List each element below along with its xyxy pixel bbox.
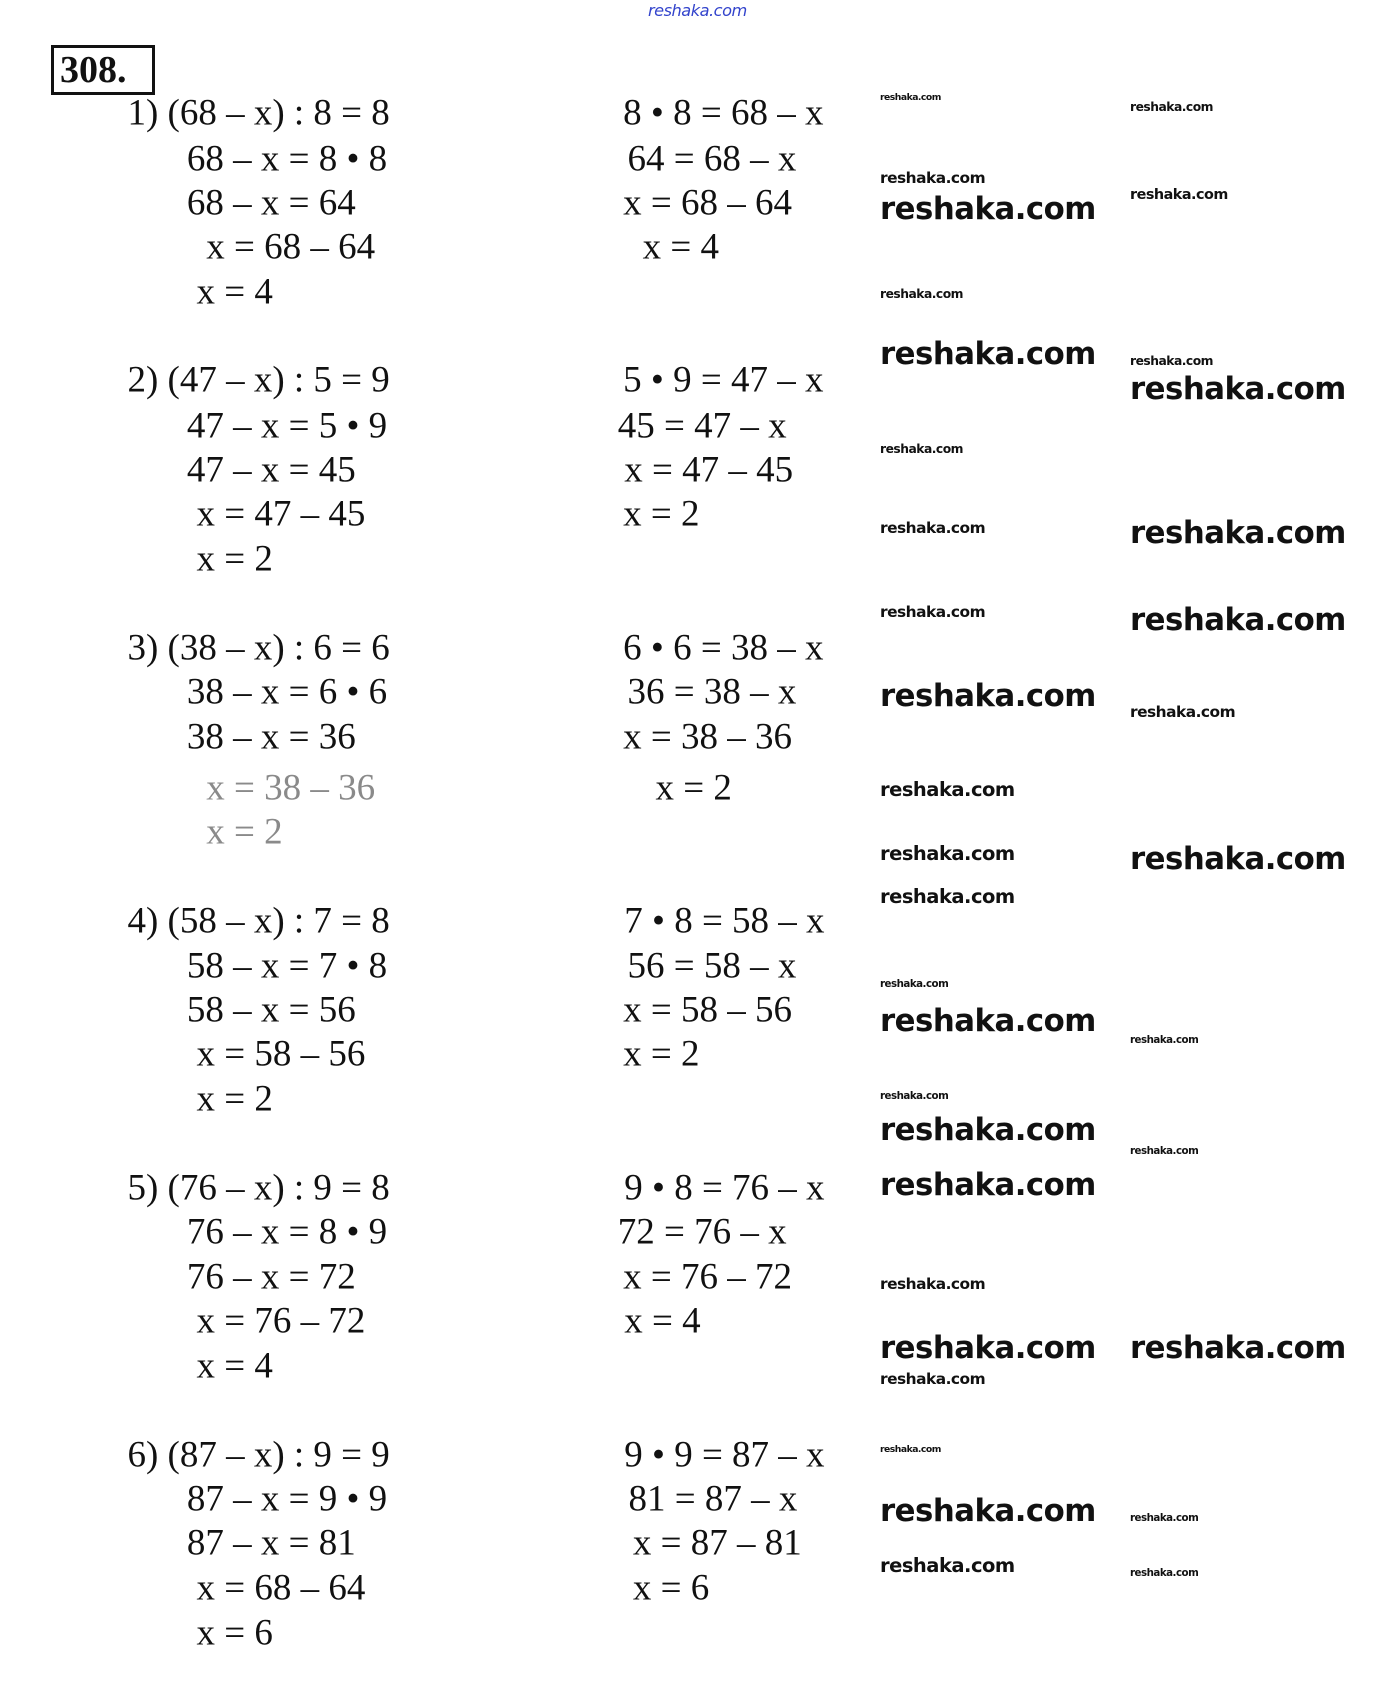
watermark: reshaka.com — [880, 1444, 941, 1456]
equation-right-line: x = 76 – 72 — [623, 1256, 793, 1298]
equation-right-line: x = 38 – 36 — [623, 716, 793, 758]
watermark: reshaka.com — [880, 191, 1096, 228]
watermark: reshaka.com — [1130, 187, 1228, 204]
watermark: reshaka.com — [880, 677, 1096, 714]
equation-right-line: x = 2 — [623, 493, 700, 535]
equation-right-line: 6 • 6 = 38 – x — [623, 627, 824, 669]
equation-left-line: x = 47 – 45 — [196, 493, 366, 535]
equation-left-line: x = 68 – 64 — [206, 226, 376, 268]
equation-right-line: x = 87 – 81 — [632, 1522, 802, 1564]
equation-right-line: x = 2 — [623, 1033, 700, 1075]
equation-left-line: 47 – x = 5 • 9 — [186, 405, 388, 447]
equation-right-line: x = 6 — [632, 1567, 710, 1609]
equation-left-line: 5) (76 – x) : 9 = 8 — [127, 1167, 390, 1209]
equation-left-line: 58 – x = 7 • 8 — [186, 945, 388, 987]
watermark: reshaka.com — [1130, 353, 1213, 368]
equation-left-line: x = 4 — [196, 271, 273, 313]
watermark: reshaka.com — [1130, 840, 1346, 877]
watermark: reshaka.com — [880, 602, 986, 621]
equation-right-line: 9 • 8 = 76 – x — [624, 1167, 825, 1209]
equation-left-line: 87 – x = 9 • 9 — [186, 1478, 388, 1520]
watermark: reshaka.com — [880, 91, 941, 103]
equation-left-line: 4) (58 – x) : 7 = 8 — [127, 900, 390, 942]
equation-right-line: x = 4 — [624, 1300, 701, 1342]
watermark: reshaka.com — [1130, 99, 1213, 114]
equation-left-line: x = 58 – 56 — [196, 1033, 366, 1075]
equation-left-line: x = 2 — [206, 811, 283, 853]
equation-right-line: x = 68 – 64 — [623, 182, 793, 224]
watermark: reshaka.com — [880, 519, 986, 538]
watermark: reshaka.com — [1130, 1566, 1199, 1579]
watermark: reshaka.com — [1130, 602, 1346, 639]
equation-right-line: 64 = 68 – x — [627, 138, 797, 180]
equation-left-line: 3) (38 – x) : 6 = 6 — [127, 627, 390, 669]
equation-left-line: 68 – x = 8 • 8 — [186, 138, 388, 180]
equation-left-line: 38 – x = 36 — [186, 716, 356, 758]
watermark: reshaka.com — [880, 1553, 1015, 1577]
watermark: reshaka.com — [880, 442, 963, 457]
watermark: reshaka.com — [1130, 702, 1236, 721]
equation-right-line: 56 = 58 – x — [627, 945, 797, 987]
equation-left-line: 76 – x = 72 — [186, 1256, 356, 1298]
watermark: reshaka.com — [880, 842, 1015, 866]
equation-right-line: 5 • 9 = 47 – x — [623, 359, 824, 401]
equation-right-line: 72 = 76 – x — [617, 1211, 787, 1253]
watermark: reshaka.com — [880, 978, 949, 991]
watermark: reshaka.com — [648, 1, 747, 20]
equation-left-line: 76 – x = 8 • 9 — [186, 1211, 388, 1253]
equation-right-line: 45 = 47 – x — [617, 405, 787, 447]
equation-left-line: 68 – x = 64 — [186, 182, 356, 224]
exercise-number: 308. — [51, 45, 155, 95]
watermark: reshaka.com — [880, 286, 963, 301]
equation-right-line: x = 2 — [655, 767, 732, 809]
watermark: reshaka.com — [880, 1369, 986, 1388]
watermark: reshaka.com — [880, 1090, 949, 1103]
equation-left-line: x = 76 – 72 — [196, 1300, 366, 1342]
equation-left-line: 6) (87 – x) : 9 = 9 — [127, 1434, 390, 1476]
watermark: reshaka.com — [880, 1002, 1096, 1039]
equation-left-line: x = 2 — [196, 538, 273, 580]
equation-right-line: x = 4 — [642, 226, 719, 268]
watermark: reshaka.com — [1130, 1034, 1199, 1047]
equation-left-line: x = 68 – 64 — [196, 1567, 366, 1609]
equation-left-line: 47 – x = 45 — [186, 449, 356, 491]
equation-right-line: 81 = 87 – x — [628, 1478, 798, 1520]
watermark: reshaka.com — [880, 1275, 986, 1294]
watermark: reshaka.com — [880, 778, 1015, 802]
equation-right-line: x = 47 – 45 — [624, 449, 794, 491]
watermark: reshaka.com — [880, 335, 1096, 372]
equation-left-line: x = 38 – 36 — [206, 767, 376, 809]
watermark: reshaka.com — [880, 169, 986, 188]
watermark: reshaka.com — [880, 1167, 1096, 1204]
watermark: reshaka.com — [1130, 514, 1346, 551]
equation-right-line: 36 = 38 – x — [627, 671, 797, 713]
equation-left-line: 1) (68 – x) : 8 = 8 — [127, 92, 390, 134]
equation-right-line: 8 • 8 = 68 – x — [623, 92, 824, 134]
equation-right-line: 7 • 8 = 58 – x — [624, 900, 825, 942]
watermark: reshaka.com — [1130, 370, 1346, 407]
watermark: reshaka.com — [1130, 1330, 1346, 1367]
equation-left-line: x = 4 — [196, 1345, 273, 1387]
watermark: reshaka.com — [1130, 1511, 1199, 1524]
equation-left-line: x = 2 — [196, 1078, 273, 1120]
equation-right-line: 9 • 9 = 87 – x — [624, 1434, 825, 1476]
equation-left-line: 58 – x = 56 — [186, 989, 356, 1031]
watermark: reshaka.com — [880, 1493, 1096, 1530]
watermark: reshaka.com — [880, 1112, 1096, 1149]
equation-left-line: 87 – x = 81 — [186, 1522, 356, 1564]
equation-left-line: x = 6 — [196, 1612, 273, 1654]
equation-right-line: x = 58 – 56 — [623, 989, 793, 1031]
watermark: reshaka.com — [880, 885, 1015, 909]
equation-left-line: 2) (47 – x) : 5 = 9 — [127, 359, 390, 401]
watermark: reshaka.com — [1130, 1145, 1199, 1158]
watermark: reshaka.com — [880, 1330, 1096, 1367]
equation-left-line: 38 – x = 6 • 6 — [186, 671, 388, 713]
